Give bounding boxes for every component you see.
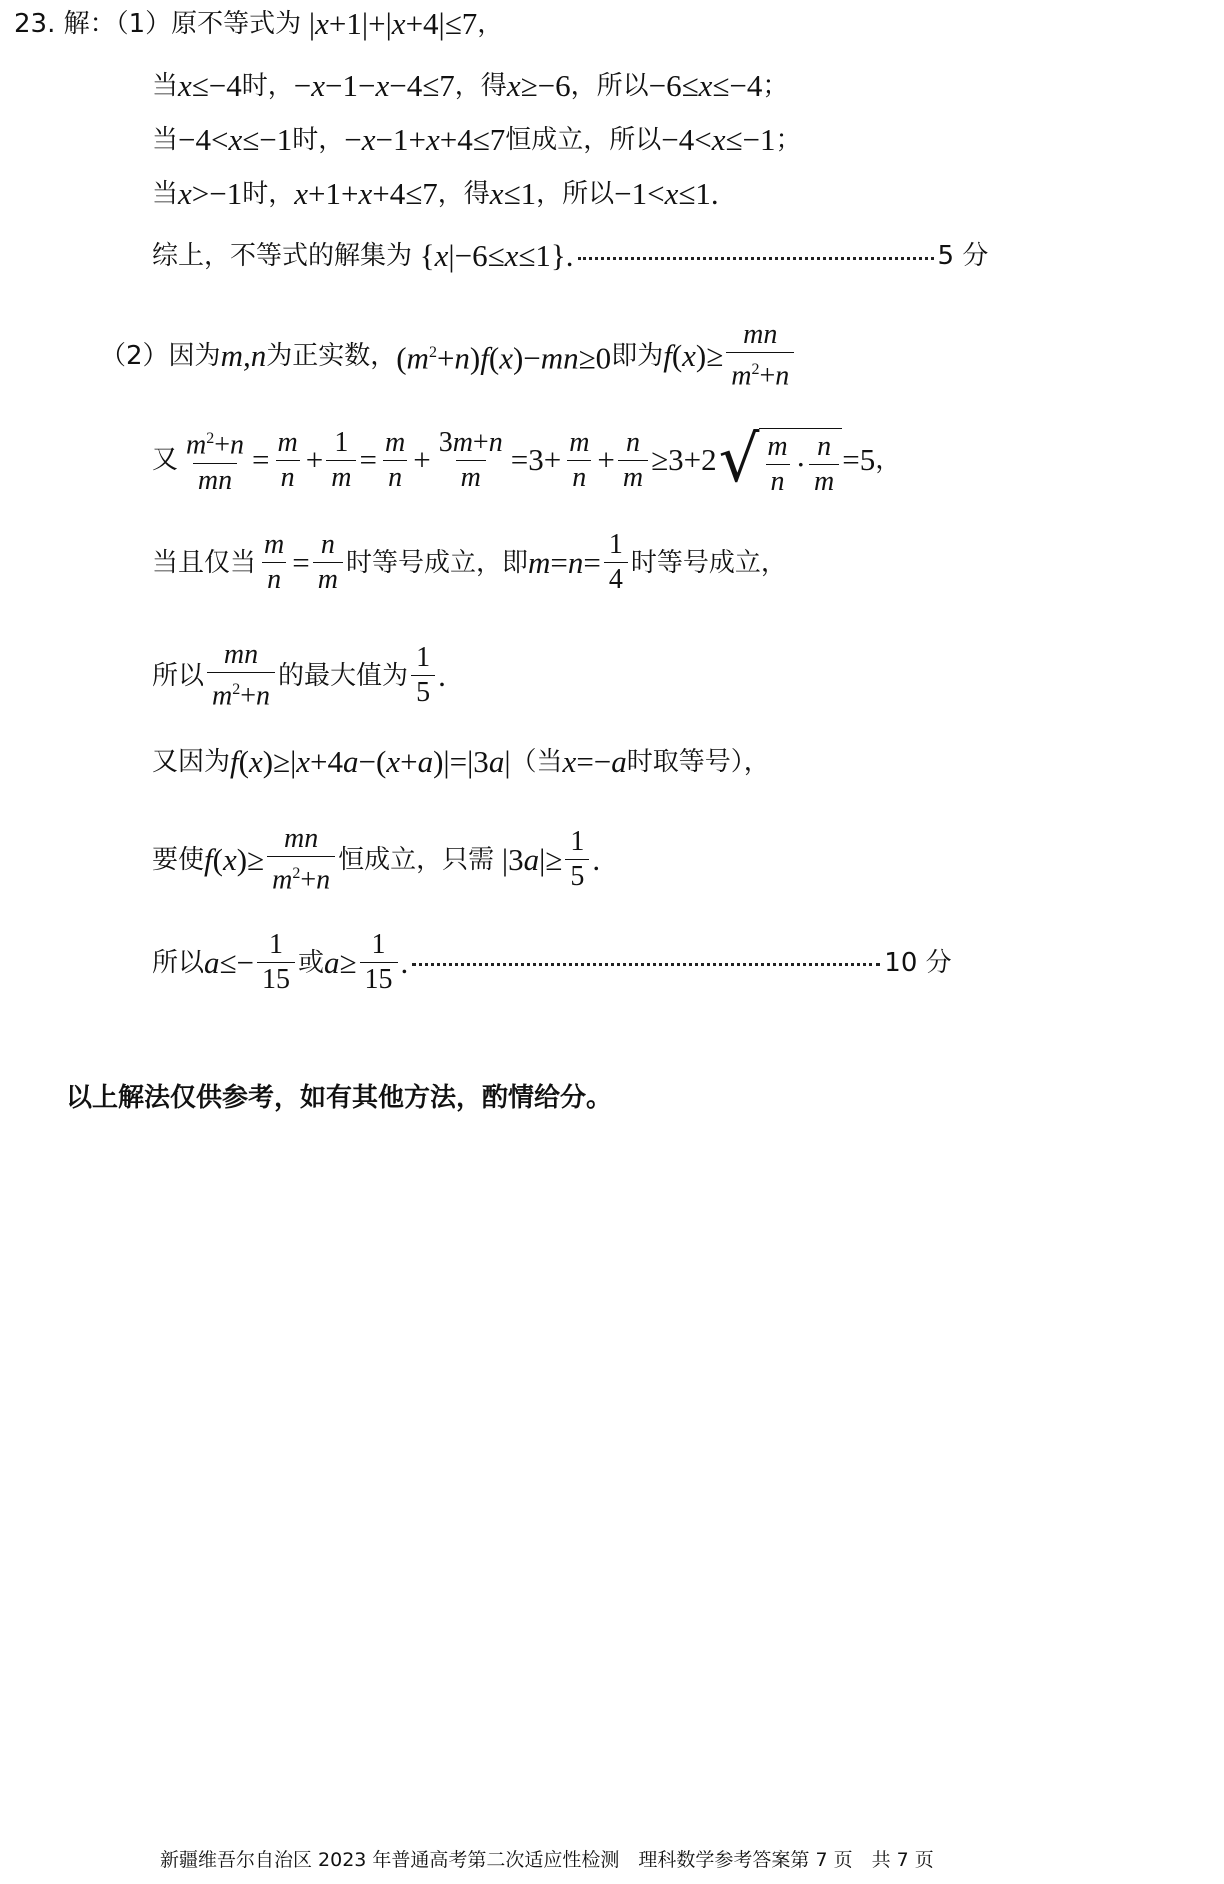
max-value-line: 所以 $\frac{mn}{m^2+n}$ 的最大值为 $\frac{1}{5}$ .: [152, 639, 446, 712]
final-answer-line: 所以 a≤− $\frac{1}{15}$ 或 a≥ $\frac{1}{15}$ . 10 分: [152, 929, 952, 995]
am-gm-line: 又 $\frac{m^2+n}{mn}$ = $\frac{m}{n}$ + $\frac{1}{m}$ = $\frac{m}{n}$ + $\frac{3m+n}{m}$ =3+ $\frac{m}{n}$ + $\frac{n}{m}$ ≥3+2 √ $\frac{m}{n}$ · $\frac{n}{m}$ =5 ，: [152, 420, 901, 500]
score-5: 5 分: [937, 241, 989, 271]
score-leader-dots: [578, 257, 934, 260]
inequality-original: |x+1|+|x+4|≤7: [301, 6, 478, 41]
requirement-line: 要使 f(x)≥ $\frac{mn}{m^2+n}$ 恒成立，只需 |3a|≥ $\frac{1}{5}$ .: [152, 823, 601, 896]
problem-header-line: 23. 解：（1） 原不等式为 |x+1|+|x+4|≤7 ，: [14, 6, 504, 41]
equality-condition-line: 当且仅当 $\frac{m}{n}$ = $\frac{n}{m}$ 时等号成立，即 m=n= $\frac{1}{4}$ 时等号成立，: [152, 529, 787, 595]
case-3-line: 当 x>−1 时， x+1+x+4≤7 ， 得 x≤1 ， 所以 −1<x≤1 .: [152, 176, 719, 211]
score-10: 10 分: [884, 947, 952, 978]
sqrt-expression: √ $\frac{m}{n}$ · $\frac{n}{m}$: [719, 420, 843, 500]
page-footer: 新疆维吾尔自治区 2023 年普通高考第二次适应性检测 理科数学参考答案第 7 页 共 7 页: [160, 1849, 934, 1871]
problem-header: 23. 解：（1）: [14, 9, 172, 39]
part1-intro: 原不等式为: [171, 9, 302, 39]
fraction-mn-over-m2n: $\frac{mn}{m^2+n}$: [726, 318, 794, 393]
case-2-line: 当 −4<x≤−1 时， −x−1+x+4≤7 恒成立，所以 −4<x≤−1 ；: [152, 122, 802, 157]
part1-conclusion-line: 综上，不等式的解集为 {x|−6≤x≤1} . 5 分: [152, 238, 989, 273]
triangle-inequality-line: 又因为 f(x)≥|x+4a−(x+a)|=|3a| （当 x=−a 时取等号），: [152, 744, 770, 779]
score-leader-dots: [412, 963, 880, 966]
case-1-line: 当 x≤−4 时， −x−1−x−4≤7 ， 得 x≥−6 ， 所以 −6≤x≤−4 ；: [152, 68, 789, 103]
part2-intro-line: （2） 因为 m,n 为正实数， $(m^2+n)f(x)-mn\ge 0$ 即为 f(x)≥ $\frac{mn}{m^2+n}$: [100, 318, 797, 393]
solution-set: {x|−6≤x≤1}: [412, 238, 566, 273]
grading-note: 以上解法仅供参考，如有其他方法，酌情给分。: [66, 1083, 613, 1113]
